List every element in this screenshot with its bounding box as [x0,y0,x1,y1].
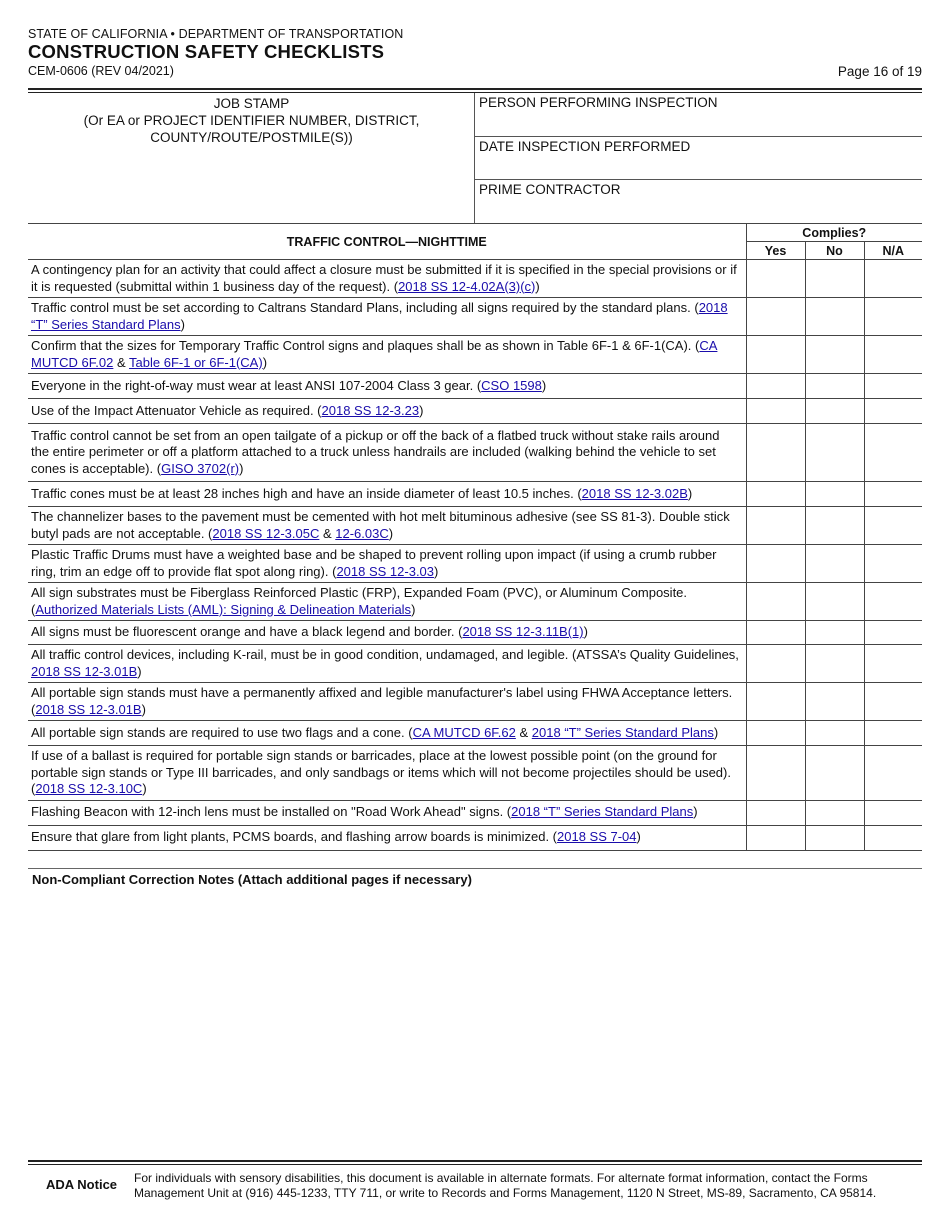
complies-no-cell[interactable] [805,374,864,399]
date-inspection-label: DATE INSPECTION PERFORMED [479,139,691,154]
complies-na-cell[interactable] [864,507,922,545]
item-text: ) [434,563,439,579]
complies-na-cell[interactable] [864,424,922,482]
checklist-item-text [28,645,746,683]
person-inspection-label: PERSON PERFORMING INSPECTION [479,95,718,110]
complies-na-cell[interactable] [864,721,922,746]
complies-yes-cell[interactable] [746,424,805,482]
checklist-item-text [28,374,746,399]
reference-link[interactable]: 2018 SS 12-4.02A(3)(c) [398,278,536,294]
checklist-item-text [28,621,746,645]
complies-yes-cell[interactable] [746,583,805,621]
reference-link[interactable]: 2018 SS 12-3.10C [35,781,143,796]
complies-na-cell[interactable] [864,336,922,374]
complies-no-cell[interactable] [805,260,864,298]
ada-notice-label: ADA Notice [46,1177,118,1192]
complies-na-cell[interactable] [864,800,922,825]
complies-yes-cell[interactable] [746,482,805,507]
item-text: ) [583,624,588,640]
job-stamp-field[interactable] [28,95,475,146]
reference-link[interactable]: 2018 SS 12-3.03 [336,563,435,579]
reference-link[interactable]: CA MUTCD 6F.62 [412,724,516,740]
checklist-item-text [28,482,746,507]
item-text: ) [693,804,698,820]
footer-rule-thin [28,1164,922,1165]
item-text: ) [541,377,547,393]
job-stamp-hint-1: (Or EA or PROJECT IDENTIFIER NUMBER, DISTRICT, [83,113,420,128]
complies-na-cell[interactable] [864,746,922,801]
person-inspection-field[interactable] [475,93,922,136]
checklist-row [28,645,922,683]
item-text: ) [713,724,719,740]
reference-link[interactable]: 2018 SS 7-04 [557,829,637,845]
item-text: Traffic cones must be at least 28 inches high and have an inside diameter of least 10.5 inches. ( [31,485,582,501]
complies-no-cell[interactable] [805,645,864,683]
complies-no-cell[interactable] [805,721,864,746]
reference-link[interactable]: 2018 SS 12-3.01B [31,663,138,679]
reference-link[interactable]: Authorized Materials Lists (AML): Signing & Delineation Materials [35,601,412,617]
checklist-row [28,721,922,746]
complies-no-cell[interactable] [805,683,864,721]
item-text: Plastic Traffic Drums must have a weighted base and be shaped to prevent rolling upon impact (if using a crumb rubber ring, trim an edge off to provide flat spot along ring). ( [31,547,717,579]
checklist-row [28,507,922,545]
job-stamp-label: JOB STAMP [213,96,290,111]
complies-no-cell[interactable] [805,583,864,621]
checklist-row [28,583,922,621]
complies-header: Complies? [746,224,922,242]
complies-na-cell[interactable] [864,482,922,507]
section-title: TRAFFIC CONTROL—NIGHTTIME [28,224,746,260]
complies-yes-cell[interactable] [746,645,805,683]
complies-na-cell[interactable] [864,621,922,645]
checklist-row [28,683,922,721]
item-text: & [113,354,130,370]
reference-link[interactable]: 12-6.03C [335,525,389,541]
complies-no-cell[interactable] [805,507,864,545]
complies-no-cell[interactable] [805,545,864,583]
complies-na-cell[interactable] [864,825,922,850]
checklist-row [28,260,922,298]
complies-no-cell[interactable] [805,399,864,424]
prime-contractor-label: PRIME CONTRACTOR [479,182,621,197]
complies-yes-cell[interactable] [746,721,805,746]
complies-yes-cell[interactable] [746,374,805,399]
checklist-item-text [28,583,746,621]
checklist-row [28,399,922,424]
checklist-row [28,825,922,850]
yes-header: Yes [746,242,805,260]
complies-no-cell[interactable] [805,482,864,507]
checklist-item-text [28,825,746,850]
complies-no-cell[interactable] [805,746,864,801]
item-text: ) [411,601,416,617]
reference-link[interactable]: 2018 SS 12-3.02B [581,485,688,501]
checklist-row [28,298,922,336]
item-text: Traffic control cannot be set from an open tailgate of a pickup or off the back of a flatbed truck without stake rails around the entire perimeter or off a platform attached to a truck unless handrails are included (walking behind the vehicle to set cones is acceptable). ( [31,427,720,476]
reference-link[interactable]: 2018 SS 12-3.05C [212,525,320,541]
checklist-row [28,424,922,482]
checklist-item-text [28,507,746,545]
ada-notice-text: For individuals with sensory disabilities, this document is available in alternate formats. For alternate format information, contact the Forms Management Unit at (916) 445-1233, TTY 711, or write to Records and Forms Management, 1120 N Street, MS-89, Sacramento, CA 95814. [134,1171,877,1200]
notes-label: Non-Compliant Correction Notes (Attach additional pages if necessary) [32,872,472,887]
checklist-item-text [28,800,746,825]
complies-na-cell[interactable] [864,683,922,721]
checklist-item-text [28,746,746,801]
checklist-row [28,545,922,583]
item-text: ) [687,485,693,501]
complies-yes-cell[interactable] [746,399,805,424]
item-text: ) [141,701,146,717]
checklist-item-text [28,298,746,336]
complies-yes-cell[interactable] [746,683,805,721]
complies-na-cell[interactable] [864,645,922,683]
footer-rule-thick [28,1160,922,1162]
header-rule-thick [28,88,922,90]
reference-link[interactable]: 2018 “T” Series Standard Plans [31,300,728,332]
item-text: All portable sign stands must have a permanently affixed and legible manufacturer's label using FHWA Acceptance letters. ( [31,685,733,717]
reference-link[interactable]: 2018 “T” Series Standard Plans [531,724,714,740]
complies-yes-cell[interactable] [746,507,805,545]
complies-na-cell[interactable] [864,374,922,399]
checklist-row [28,482,922,507]
reference-link[interactable]: Table 6F-1 or 6F-1(CA) [129,354,263,370]
item-text: Ensure that glare from light plants, PCMS boards, and flashing arrow boards is minimized. ( [31,829,558,845]
reference-link[interactable]: 2018 SS 12-3.01B [35,701,142,717]
reference-link[interactable]: CA MUTCD 6F.02 [31,338,718,370]
checklist-row [28,374,922,399]
agency-name: STATE OF CALIFORNIA • DEPARTMENT OF TRANSPORTATION [28,27,404,41]
complies-yes-cell[interactable] [746,621,805,645]
reference-link[interactable]: GISO 3702(r) [161,460,240,476]
page-number: Page 16 of 19 [837,64,922,79]
reference-link[interactable]: 2018 SS 12-3.23 [321,402,420,418]
item-text: ) [419,402,424,418]
complies-no-cell[interactable] [805,336,864,374]
complies-no-cell[interactable] [805,298,864,336]
item-text: All signs must be fluorescent orange and have a black legend and border. ( [31,624,463,640]
complies-no-cell[interactable] [805,621,864,645]
item-text: ) [535,278,540,294]
complies-na-cell[interactable] [864,399,922,424]
item-text: ) [388,525,394,541]
item-text: A contingency plan for an activity that could affect a closure must be submitted if it is specified in the special provisions or if it is requested (submittal within 1 business day of the request). ( [31,262,737,294]
complies-yes-cell[interactable] [746,746,805,801]
checklist-item-text [28,336,746,374]
checklist-row [28,800,922,825]
item-text: ) [239,460,244,476]
checklist-row [28,621,922,645]
checklist-row [28,336,922,374]
complies-no-cell[interactable] [805,424,864,482]
reference-link[interactable]: 2018 “T” Series Standard Plans [511,804,694,820]
job-stamp-hint-2: COUNTY/ROUTE/POSTMILE(S)) [150,130,353,145]
checklist-item-text [28,399,746,424]
item-text: ) [137,663,142,679]
item-text: Flashing Beacon with 12-inch lens must be installed on "Road Work Ahead" signs. ( [31,804,512,820]
checklist-item-text [28,683,746,721]
notes-area[interactable] [28,892,922,1154]
item-text: Use of the Impact Attenuator Vehicle as required. ( [31,402,322,418]
checklist-item-text [28,424,746,482]
checklist-item-text [28,260,746,298]
complies-no-cell[interactable] [805,825,864,850]
reference-link[interactable]: CSO 1598 [481,377,542,393]
checklist-item-text [28,721,746,746]
item-text: All traffic control devices, including K-rail, must be in good condition, undamaged, and legible. (ATSSA’s Quality Guidelines, [31,647,739,662]
date-inspection-field[interactable] [475,137,922,179]
complies-yes-cell[interactable] [746,545,805,583]
complies-na-cell[interactable] [864,298,922,336]
form-number: CEM-0606 (REV 04/2021) [28,64,174,78]
document-title: CONSTRUCTION SAFETY CHECKLISTS [28,41,385,62]
item-text: ) [142,781,147,796]
complies-yes-cell[interactable] [746,260,805,298]
complies-yes-cell[interactable] [746,298,805,336]
na-header: N/A [864,242,922,260]
item-text: & [515,724,532,740]
item-text: ) [636,829,641,845]
item-text: All portable sign stands are required to use two flags and a cone. ( [31,724,413,740]
checklist-row [28,746,922,801]
reference-link[interactable]: 2018 SS 12-3.11B(1) [462,624,584,640]
no-header: No [805,242,864,260]
checklist-table [28,223,922,851]
complies-yes-cell[interactable] [746,800,805,825]
complies-na-cell[interactable] [864,260,922,298]
complies-no-cell[interactable] [805,800,864,825]
complies-na-cell[interactable] [864,545,922,583]
item-text: All sign substrates must be Fiberglass Reinforced Plastic (FRP), Expanded Foam (PVC), or Aluminum Composite. ( [31,585,688,617]
complies-yes-cell[interactable] [746,825,805,850]
item-text: Everyone in the right-of-way must wear at least ANSI 107-2004 Class 3 gear. ( [31,377,482,393]
complies-yes-cell[interactable] [746,336,805,374]
item-text: Confirm that the sizes for Temporary Traffic Control signs and plaques shall be as shown in Table 6F-1 & 6F-1(CA). ( [31,338,700,353]
item-text: Traffic control must be set according to Caltrans Standard Plans, including all signs required by the standard plans. ( [31,300,699,315]
item-text: & [319,525,336,541]
item-text: ) [262,354,268,370]
item-text: If use of a ballast is required for portable sign stands or barricades, place at the lowest possible point (on the ground for portable sign stands or Type III barricades, and only sandbags or items which will not become projectiles should be used). ( [31,748,731,796]
item-text: ) [180,316,185,332]
notes-rule [28,868,922,869]
checklist-item-text [28,545,746,583]
complies-na-cell[interactable] [864,583,922,621]
prime-contractor-field[interactable] [475,180,922,223]
item-text: The channelizer bases to the pavement must be cemented with hot melt bituminous adhesive (see SS 81-3). Double stick butyl pads are not acceptable. ( [31,509,730,541]
